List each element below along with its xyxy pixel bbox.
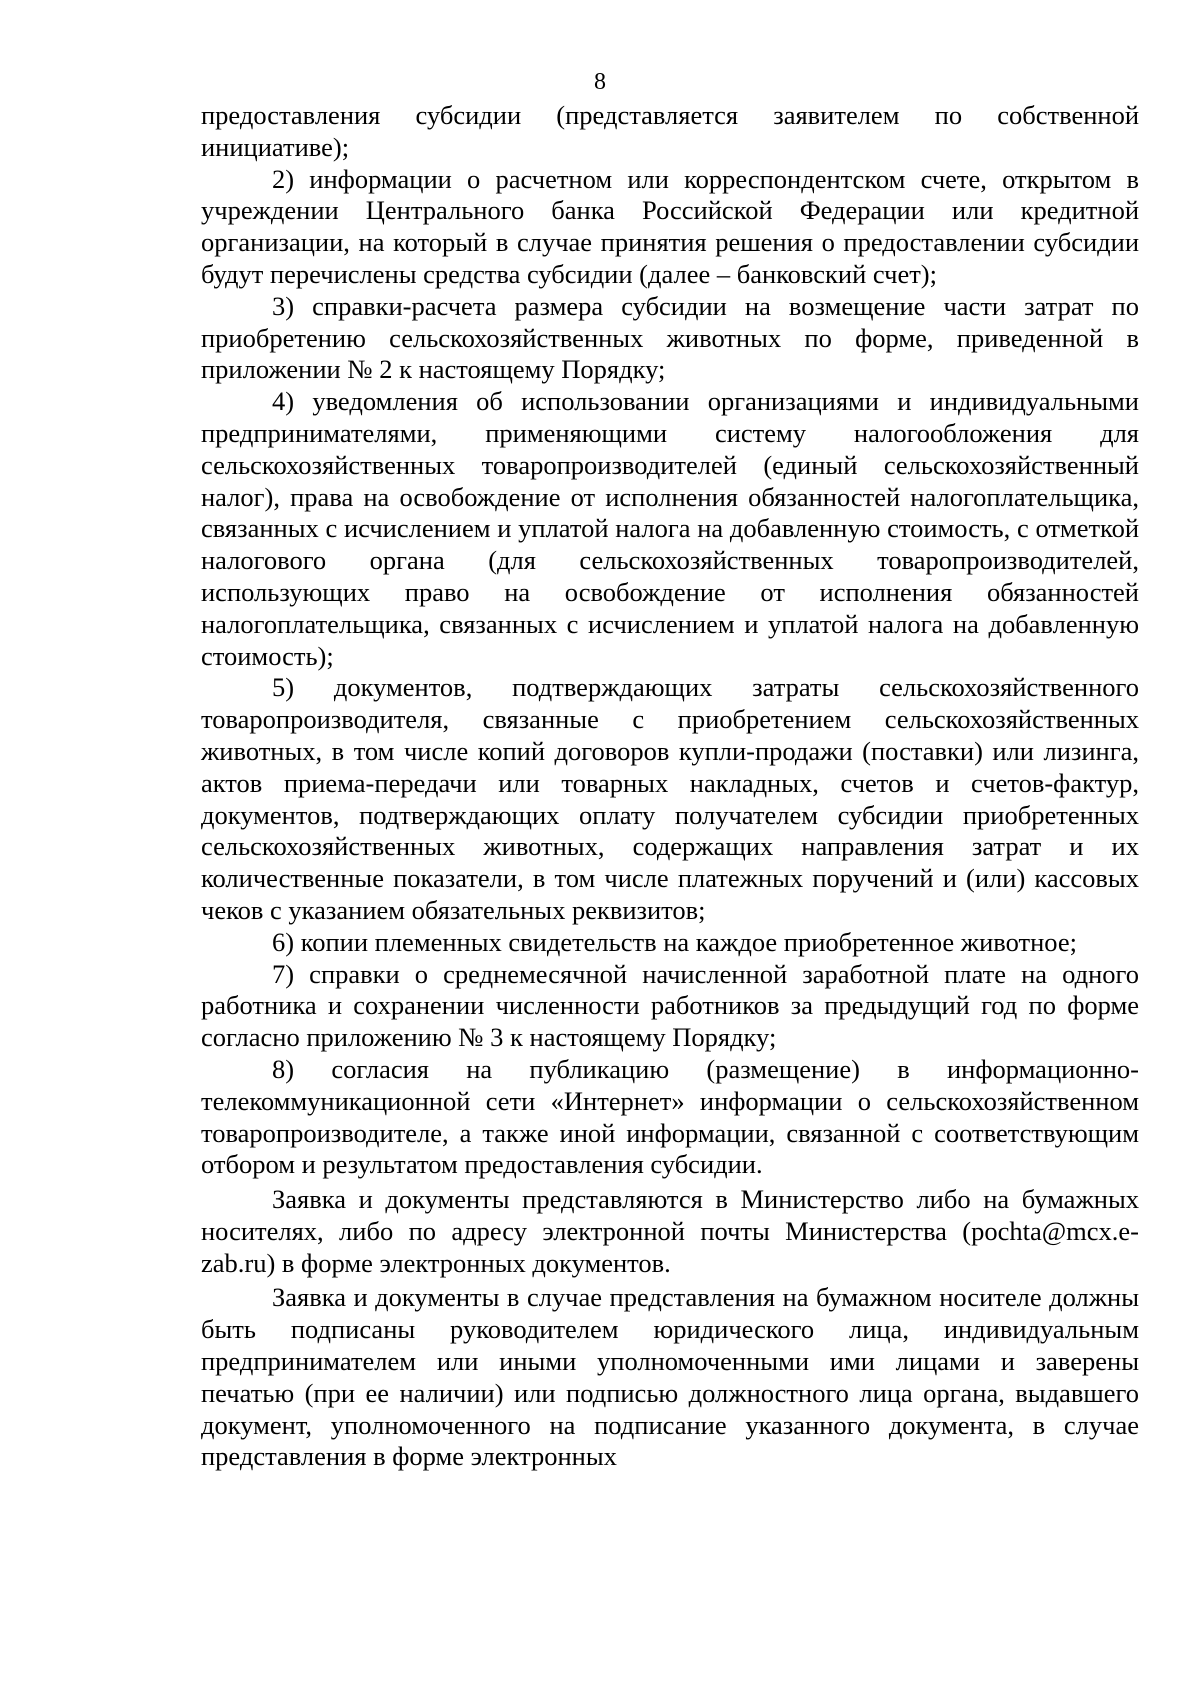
paragraph-item-6: 6) копии племенных свидетельств на каждое приобретенное животное; (272, 926, 1077, 957)
paragraph-continuation: предоставления субсидии (представляется заявителем по собственной инициативе); (201, 100, 1139, 162)
document-body (201, 100, 1139, 1473)
paragraph-item-4: 4) уведомления об использовании организациями и индивидуальными предпринимателями, применяющими систему налогообложения для сельскохозяйственных товаропроизводителей (единый сельскохозяйственный налог), права на освобождение от исполнения обязанностей налогоплательщика, связанных с исчислением и уплатой налога на добавленную стоимость, с отметкой налогового органа (для сельскохозяйственных товаропроизводителей, использующих право на освобождение от исполнения обязанностей налогоплательщика, связанных с исчислением и уплатой налога на добавленную стоимость); (201, 386, 1139, 671)
paragraph-item-8: 8) согласия на публикацию (размещение) в информационно-телекоммуникационной сети «Интернет» информации о сельскохозяйственном товаропроизводителе, а также иной информации, связанной с соответствующим отбором и результатом предоставления субсидии. (201, 1053, 1139, 1180)
paragraph-signing: Заявка и документы в случае представления на бумажном носителе должны быть подписаны руководителем юридического лица, индивидуальным предпринимателем или иными уполномоченными ими лицами и заверены печатью (при ее наличии) или подписью должностного лица органа, выдавшего документ, уполномоченного на подписание указанного документа, в случае представления в форме электронных (201, 1282, 1139, 1472)
page-number: 8 (594, 69, 606, 95)
paragraph-item-5: 5) документов, подтверждающих затраты сельскохозяйственного товаропроизводителя, связанные с приобретением сельскохозяйственных животных, в том числе копий договоров купли-продажи (поставки) или лизинга, актов приема-передачи или товарных накладных, счетов и счетов-фактур, документов, подтверждающих оплату получателем субсидии приобретенных сельскохозяйственных животных, содержащих направления затрат и их количественные показатели, в том числе платежных поручений и (или) кассовых чеков с указанием обязательных реквизитов; (201, 672, 1139, 925)
paragraph-item-3: 3) справки-расчета размера субсидии на возмещение части затрат по приобретению сельскохозяйственных животных по форме, приведенной в приложении № 2 к настоящему Порядку; (201, 290, 1139, 385)
paragraph-submission: Заявка и документы представляются в Министерство либо на бумажных носителях, либо по адресу электронной почты Министерства (pochta@mcx.e-zab.ru) в форме электронных документов. (201, 1184, 1139, 1278)
paragraph-item-7: 7) справки о среднемесячной начисленной заработной плате на одного работника и сохранении численности работников за предыдущий год по форме согласно приложению № 3 к настоящему Порядку; (201, 958, 1139, 1053)
paragraph-item-2: 2) информации о расчетном или корреспондентском счете, открытом в учреждении Центрального банка Российской Федерации или кредитной организации, на который в случае принятия решения о предоставлении субсидии будут перечислены средства субсидии (далее – банковский счет); (201, 163, 1139, 289)
